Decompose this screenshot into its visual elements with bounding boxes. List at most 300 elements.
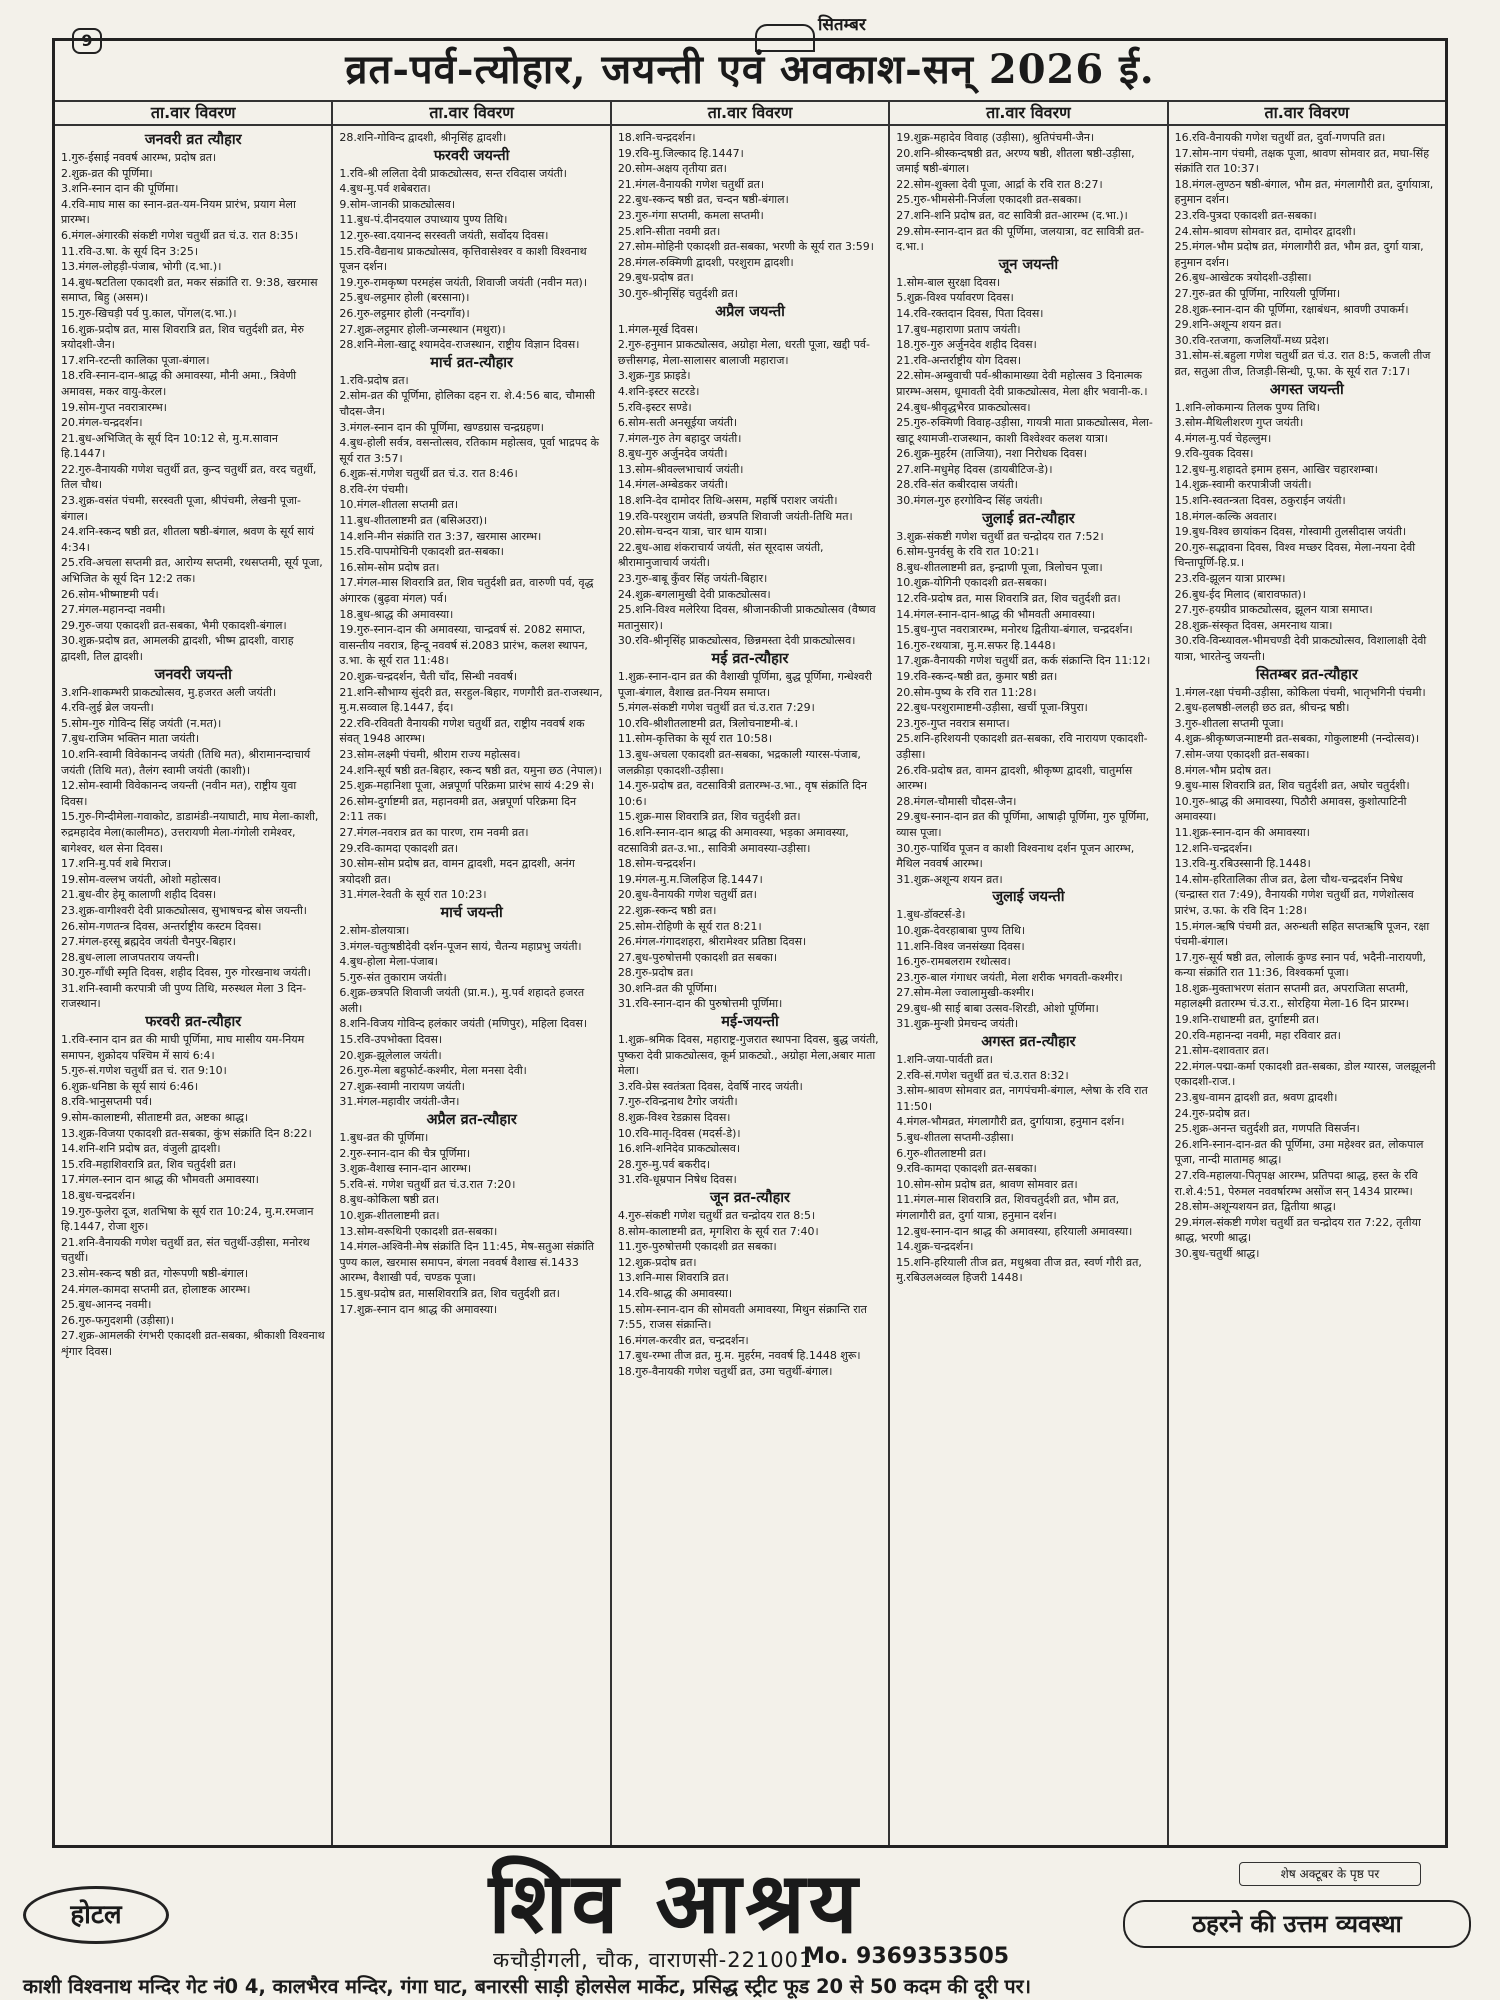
festival-entry: 30.गुरु-श्रीनृसिंह चतुर्दशी व्रत। <box>617 286 738 300</box>
festival-entry: 27.सोम-मोहिनी एकादशी व्रत-सबका, भरणी के सूर्य रात 3:59। <box>617 240 874 254</box>
column-header: ता.वार विवरण <box>55 100 331 126</box>
festival-entry: 24.गुरु-प्रदोष व्रत। <box>1174 1106 1251 1120</box>
festival-entry: 14.गुरु-प्रदोष व्रत, वटसावित्री व्रतारम्भ-उ.भा., वृष संक्रांति दिन 10:6। <box>617 779 868 808</box>
festival-entry: 13.शनि-मास शिवरात्रि व्रत। <box>617 1271 729 1285</box>
festival-entry: 3.सोम-श्रावण सोमवार व्रत, नागपंचमी-बंगाल, श्लेषा के रवि रात 11:50। <box>896 1084 1148 1113</box>
festival-entry: 19.गुरु-स्नान-दान की अमावस्या, चान्द्रवर्ष सं. 2082 समाप्त, वासन्तीय नवरात्र, हिन्दू नववर्ष सं.2083 प्रारंभ, कलश स्थापन, उ.भा. के सूर्य रात 11:48। <box>339 623 588 668</box>
festival-entry: 27.मंगल-हरसू ब्रह्मदेव जयंती चैनपुर-बिहार। <box>61 935 236 949</box>
section-heading: मई व्रत-त्यौहार <box>711 651 789 667</box>
festival-entry: 27.मंगल-महानन्दा नवमी। <box>61 603 166 617</box>
festival-entry: 30.मंगल-गुरु हरगोविन्द सिंह जयंती। <box>896 494 1043 508</box>
festival-entry: 30.सोम-सोम प्रदोष व्रत, वामन द्वादशी, मदन द्वादशी, अनंग त्रयोदशी व्रत। <box>339 857 575 886</box>
festival-entry: 29.सोम-स्नान-दान व्रत की पूर्णिमा, जलयात्रा, वट सावित्री व्रत-द.भा.। <box>896 224 1145 254</box>
festival-entry: 23.गुरु-गंगा सप्तमी, कमला सप्तमी। <box>617 208 764 222</box>
festival-entry: 12.गुरु-स्वा.दयानन्द सरस्वती जयंती, सर्वोदय दिवस। <box>339 228 549 242</box>
festival-entry: 3.शनि-शाकम्भरी प्राकट्योत्सव, मु.हजरत अली जयंती। <box>61 685 277 699</box>
festival-entry: 15.शुक्र-मास शिवरात्रि व्रत, शिव चतुर्दशी व्रत। <box>617 810 801 824</box>
festival-entry: 23.गुरु-गुप्त नवरात्र समाप्त। <box>896 716 1010 730</box>
festival-entry: 30.शनि-व्रत की पूर्णिमा। <box>617 981 718 995</box>
festival-entry: 17.शुक्र-वैनायकी गणेश चतुर्थी व्रत, कर्क संक्रान्ति दिन 11:12। <box>896 654 1151 668</box>
section-heading: फरवरी व्रत-त्यौहार <box>145 1014 242 1031</box>
hotel-mobile: Mo. 9369353505 <box>803 1944 1010 1969</box>
section-heading: मई-जयन्ती <box>721 1014 779 1031</box>
festival-entry: 15.रवि-महाशिवरात्रि व्रत, शिव चतुर्दशी व्रत। <box>61 1157 237 1171</box>
hotel-name: शिव आश्रय <box>488 1853 862 1952</box>
festival-entry: 25.शनि-हरिशयनी एकादशी व्रत-सबका, रवि नारायण एकादशी-उड़ीसा। <box>896 732 1148 761</box>
column-header: ता.वार विवरण <box>1169 100 1445 126</box>
festival-entry: 15.सोम-स्नान-दान की सोमवती अमावस्या, मिथुन संक्रान्ति रात 7:55, राजस संक्रान्ति। <box>617 1302 867 1332</box>
continued-note: शेष अक्टूबर के पृष्ठ पर <box>1239 1862 1421 1886</box>
festival-entry: 18.गुरु-गुरु अर्जुनदेव शहीद दिवस। <box>896 338 1037 352</box>
column-4 <box>888 100 1166 1845</box>
festival-entry: 6.सोम-पुनर्वसु के रवि रात 10:21। <box>896 545 1039 559</box>
festival-entry: 10.शुक्र-देवरहाबाबा पुण्य तिथि। <box>896 923 1026 937</box>
festival-entry: 31.शुक्र-अशून्य शयन व्रत। <box>896 872 1003 886</box>
festival-entry: 23.बुध-वामन द्वादशी व्रत, श्रवण द्वादशी। <box>1174 1091 1338 1105</box>
festival-entry: 1.रवि-स्नान दान व्रत की माघी पूर्णिमा, माघ मासीय यम-नियम समापन, शुक्रोदय पश्चिम में सायं 6:4। <box>61 1033 305 1062</box>
page-number: 9 <box>72 28 102 54</box>
festival-entry: 29.शनि-अशून्य शयन व्रत। <box>1174 318 1282 332</box>
festival-entry: 2.बुध-हलषष्ठी-ललही छठ व्रत, श्रीचन्द्र षष्ठी। <box>1174 701 1350 715</box>
festival-entry: 19.रवि-परशुराम जयंती, छत्रपति शिवाजी जयंती-तिथि मत। <box>617 509 853 523</box>
festival-entry: 28.मंगल-चौमासी चौदस-जैन। <box>896 794 1017 808</box>
festival-entry: 18.बुध-चन्द्रदर्शन। <box>61 1189 136 1202</box>
festival-entry: 6.गुरु-शीतलाष्टमी व्रत। <box>896 1146 987 1160</box>
festival-entry: 17.बुध-रम्भा तीज व्रत, मु.म. मुहर्रम, नववर्ष हि.1448 शुरू। <box>617 1349 861 1363</box>
festival-entry: 4.शनि-इस्टर सटरडे। <box>617 384 700 398</box>
festival-entry: 13.सोम-श्रीवल्लभाचार्य जयंती। <box>617 462 744 476</box>
festival-entry: 30.शुक्र-प्रदोष व्रत, आमलकी द्वादशी, भीष्म द्वादशी, वाराह द्वादशी, तिल द्वादशी। <box>61 634 294 663</box>
festival-entry: 8.बुध-शीतलाष्टमी व्रत, इन्द्राणी पूजा, त्रिलोचन पूजा। <box>896 560 1103 574</box>
festival-entry: 25.मंगल-भौम प्रदोष व्रत, मंगलागौरी व्रत, भौम व्रत, दुर्गा यात्रा, हनुमान दर्शन। <box>1174 240 1424 269</box>
festival-entry: 1.शनि-जया-पार्वती व्रत। <box>896 1053 993 1067</box>
festival-entry: 2.सोम-व्रत की पूर्णिमा, होलिका दहन रा. शे.4:56 बाद, चौमासी चौदस-जैन। <box>339 389 595 418</box>
festival-entry: 14.सोम-हरितालिका तीज व्रत, ढेला चौथ-चन्द्रदर्शन निषेध (चन्द्रास्त रात 7:49), वैनायकी गणेश चतुर्थी व्रत, गणेशोत्सव प्रारंभ, उ.फा. के रवि दिन 1:28। <box>1174 872 1414 917</box>
festival-entry: 30.गुरु-गाँधी स्मृति दिवस, शहीद दिवस, गुरु गोरखनाथ जयंती। <box>61 966 311 980</box>
festival-entry: 20.सोम-चन्दन यात्रा, चार धाम यात्रा। <box>617 525 767 539</box>
festival-entry: 23.रवि-पुत्रदा एकादशी व्रत-सबका। <box>1174 208 1317 222</box>
festival-entry: 5.सोम-गुरु गोविन्द सिंह जयंती (न.मत)। <box>61 716 222 730</box>
festival-entry: 18.शनि-चन्द्रदर्शन। <box>617 131 696 144</box>
festival-entry: 26.गुरु-मेला बहुफोर्ट-कश्मीर, मेला मनसा देवी। <box>339 1064 527 1078</box>
section-heading: अगस्त व्रत-त्यौहार <box>981 1034 1076 1051</box>
festival-entry: 20.मंगल-चन्द्रदर्शन। <box>61 416 143 430</box>
festival-entry: 27.रवि-महालया-पितृपक्ष आरम्भ, प्रतिपदा श्राद्ध, हस्त के रवि रा.शे.4:51, पेरुमल नववर्षारम्भ असोंज सन् 1434 प्रारम्भ। <box>1174 1169 1418 1198</box>
festival-entry: 2.सोम-डोलयात्रा। <box>339 923 410 937</box>
festival-entry: 25.गुरु-रुक्मिणी विवाह-उड़ीसा, गायत्री माता प्राकट्योत्सव, मेला-खाटू श्यामजी-राजस्थान, काशी विश्वेश्वर कलश यात्रा। <box>896 416 1153 445</box>
festival-entry: 2.गुरु-स्नान-दान की चैत्र पूर्णिमा। <box>339 1146 471 1160</box>
festival-entry: 26.सोम-गणतन्त्र दिवस, अन्तर्राष्ट्रीय कस्टम दिवस। <box>61 919 262 933</box>
festival-entry: 27.शनि-मधुमेह दिवस (डायबीटिज-डे)। <box>896 462 1053 476</box>
festival-entry: 22.सोम-शुक्ला देवी पूजा, आर्द्रा के रवि रात 8:27। <box>896 177 1103 191</box>
section-heading: जुलाई जयन्ती <box>992 889 1065 906</box>
festival-entry: 11.गुरु-पुरुषोत्तमी एकादशी व्रत सबका। <box>617 1240 777 1254</box>
festival-entry: 25.रवि-अचला सप्तमी व्रत, आरोग्य सप्तमी, रथसप्तमी, सूर्य पूजा, अभिजित के सूर्य दिन 12:2 तक। <box>61 556 323 586</box>
festival-entry: 5.रवि-सं. गणेश चतुर्थी व्रत चं.उ.रात 7:20। <box>339 1177 516 1191</box>
festival-entry: 21.बुध-वीर हेमू कालाणी शहीद दिवस। <box>61 888 217 902</box>
festival-entry: 23.गुरु-बाबू कुँवर सिंह जयंती-बिहार। <box>617 572 768 586</box>
festival-entry: 31.शुक्र-मुन्शी प्रेमचन्द जयंती। <box>896 1017 1019 1031</box>
festival-entry: 11.सोम-कृत्तिका के सूर्य रात 10:58। <box>617 732 773 746</box>
festival-entry: 16.मंगल-करवीर व्रत, चन्द्रदर्शन। <box>617 1333 749 1347</box>
column-body <box>890 126 1166 1290</box>
festival-entry: 18.शुक्र-मुक्ताभरण संतान सप्तमी व्रत, अपराजिता सप्तमी, महालक्ष्मी व्रतारम्भ चं.उ.रा., सोरहिया मेला-16 दिन प्रारम्भ। <box>1174 981 1409 1011</box>
festival-entry: 19.मंगल-मु.म.जिलहिज हि.1447। <box>617 872 763 886</box>
festival-entry: 28.शनि-गोविन्द द्वादशी, श्रीनृसिंह द्वादशी। <box>339 131 507 144</box>
column-header: ता.वार विवरण <box>612 100 888 126</box>
festival-entry: 12.बुध-स्नान-दान श्राद्ध की अमावस्या, हरियाली अमावस्या। <box>896 1224 1133 1238</box>
festival-entry: 1.शुक्र-श्रमिक दिवस, महाराष्ट्र-गुजरात स्थापना दिवस, बुद्ध जयंती, पुष्करा देवी प्राकट्योत्सव, कूर्म प्राकट्यो., अग्रोहा मेला,अबार माता मेला। <box>617 1033 879 1078</box>
festival-entry: 24.शनि-स्कन्द षष्ठी व्रत, शीतला षष्ठी-बंगाल, श्रवण के सूर्य सायं 4:34। <box>61 525 315 554</box>
festival-entry: 27.शुक्र-आमलकी रंगभरी एकादशी व्रत-सबका, श्रीकाशी विश्वनाथ शृंगार दिवस। <box>61 1329 325 1358</box>
section-heading: जनवरी जयन्ती <box>154 666 232 683</box>
festival-entry: 13.मंगल-लोहड़ी-पंजाब, भोगी (द.भा.)। <box>61 260 222 274</box>
festival-entry: 29.बुध-स्नान-दान व्रत की पूर्णिमा, आषाढ़ी पूर्णिमा, गुरु पूर्णिमा, व्यास पूजा। <box>896 810 1150 839</box>
column-body <box>612 126 888 1384</box>
festival-entry: 1.गुरु-ईसाई नववर्ष आरम्भ, प्रदोष व्रत। <box>61 151 217 164</box>
festival-entry: 19.सोम-वल्लभ जयंती, ओशो महोत्सव। <box>61 872 221 886</box>
festival-entry: 20.शुक्र-चन्द्रदर्शन, चैती चाँद, सिन्धी नववर्ष। <box>339 670 518 683</box>
festival-entry: 11.शुक्र-स्नान-दान की अमावस्या। <box>1174 825 1310 839</box>
festival-entry: 18.बुध-श्राद्ध की अमावस्या। <box>339 607 454 621</box>
section-heading: अप्रैल जयन्ती <box>715 303 785 320</box>
festival-entry: 27.सोम-मेला ज्वालामुखी-कश्मीर। <box>896 986 1035 1000</box>
column-body <box>1169 126 1445 1266</box>
festival-entry: 1.बुध-व्रत की पूर्णिमा। <box>339 1131 429 1145</box>
festival-entry: 8.शुक्र-विश्व रेडक्रास दिवस। <box>617 1111 731 1125</box>
festival-entry: 3.शुक्र-संकष्टी गणेश चतुर्थी व्रत चन्द्रोदय रात 7:52। <box>896 529 1104 543</box>
festival-entry: 26.गुरु-लट्ठमार होली (नन्दगाँव)। <box>339 306 470 320</box>
column-header: ता.वार विवरण <box>890 100 1166 126</box>
festival-entry: 20.गुरु-सद्भावना दिवस, विश्व मच्छर दिवस, मेला-नयना देवी चिन्तापूर्णि-हि.प्र.। <box>1174 540 1416 570</box>
festival-entry: 21.मंगल-वैनायकी गणेश चतुर्थी व्रत। <box>617 177 765 191</box>
festival-entry: 19.सोम-गुप्त नवरात्रारम्भ। <box>61 400 167 414</box>
festival-entry: 26.शुक्र-मुहर्रम (ताजिया), नशा निरोधक दिवस। <box>896 447 1087 461</box>
festival-entry: 1.मंगल-मूर्ख दिवस। <box>617 322 698 336</box>
festival-entry: 7.बुध-राजिम भक्तिन माता जयंती। <box>61 732 200 746</box>
festival-entry: 8.बुध-कोकिला षष्ठी व्रत। <box>339 1193 440 1207</box>
festival-entry: 27.शुक्र-लट्ठमार होली-जन्मस्थान (मथुरा)। <box>339 322 506 336</box>
festival-entry: 18.शनि-देव दामोदर तिथि-असम, महर्षि पराशर जयंती। <box>617 494 838 508</box>
festival-entry: 23.शुक्र-वसंत पंचमी, सरस्वती पूजा, श्रीपंचमी, लेखनी पूजा-बंगाल। <box>61 494 301 523</box>
festival-entry: 1.शनि-लोकमान्य तिलक पुण्य तिथि। <box>1174 400 1320 414</box>
festival-entry: 14.मंगल-स्नान-दान-श्राद्ध की भौमवती अमावस्या। <box>896 607 1096 621</box>
festival-entry: 23.रवि-झूलन यात्रा प्रारम्भ। <box>1174 572 1286 586</box>
festival-entry: 10.शुक्र-योगिनी एकादशी व्रत-सबका। <box>896 576 1047 590</box>
festival-entry: 10.शुक्र-शीतलाष्टमी व्रत। <box>339 1209 440 1222</box>
festival-entry: 22.बुध-परशुरामाष्टमी-उड़ीसा, खर्ची पूजा-त्रिपुरा। <box>896 701 1088 715</box>
festival-entry: 22.रवि-रविवती वैनायकी गणेश चतुर्थी व्रत, राष्ट्रीय नववर्ष शक संवत् 1948 आरम्भ। <box>339 716 585 746</box>
festival-entry: 23.सोम-लक्ष्मी पंचमी, श्रीराम राज्य महोत्सव। <box>339 747 521 761</box>
festival-entry: 13.बुध-अचला एकादशी व्रत-सबका, भद्रकाली ग्यारस-पंजाब, जलक्रीड़ा एकादशी-उड़ीसा। <box>617 747 861 777</box>
festival-entry: 8.रवि-रंग पंचमी। <box>339 482 409 496</box>
festival-entry: 12.शनि-चन्द्रदर्शन। <box>1174 841 1253 855</box>
festival-entry: 20.सोम-अक्षय तृतीया व्रत। <box>617 162 727 176</box>
festival-entry: 27.बुध-पुरुषोत्तमी एकादशी व्रत सबका। <box>617 950 777 964</box>
festival-entry: 10.सोम-सोम प्रदोष व्रत, श्रावण सोमवार व्रत। <box>896 1177 1078 1191</box>
festival-entry: 31.मंगल-महावीर जयंती-जैन। <box>339 1095 460 1109</box>
festival-entry: 25.सोम-रोहिणी के सूर्य रात 8:21। <box>617 919 762 933</box>
column-body <box>55 126 331 1364</box>
festival-entry: 25.शुक्र-अनन्त चतुर्दशी व्रत, गणपति विसर्जन। <box>1174 1122 1360 1136</box>
festival-entry: 15.गुरु-खिचड़ी पर्व पु.काल, पोंगल(द.भा.)। <box>61 306 237 320</box>
festival-entry: 31.मंगल-रेवती के सूर्य रात 10:23। <box>339 888 487 902</box>
festival-entry: 15.बुध-गुप्त नवरात्रारम्भ, मनोरथ द्वितीया-बंगाल, चन्द्रदर्शन। <box>896 623 1133 637</box>
festival-entry: 15.शनि-स्वतन्त्रता दिवस, ठकुराईन जयंती। <box>1174 494 1346 508</box>
festival-entry: 18.सोम-चन्द्रदर्शन। <box>617 857 696 871</box>
festival-entry: 4.गुरु-संकष्टी गणेश चतुर्थी व्रत चन्द्रोदय रात 8:5। <box>617 1209 816 1222</box>
festival-entry: 9.सोम-जानकी प्राकट्योत्सव। <box>339 197 456 211</box>
festival-entry: 5.गुरु-संत तुकाराम जयंती। <box>339 970 447 984</box>
festival-entry: 28.शुक्र-संस्कृत दिवस, अमरनाथ यात्रा। <box>1174 618 1333 632</box>
festival-entry: 5.बुध-शीतला सप्तमी-उड़ीसा। <box>896 1131 1014 1145</box>
hotel-label: होटल <box>23 1886 169 1944</box>
festival-entry: 15.बुध-प्रदोष व्रत, मासशिवरात्रि व्रत, शिव चतुर्दशी व्रत। <box>339 1286 560 1300</box>
festival-entry: 28.रवि-संत कबीरदास जयंती। <box>896 478 1018 492</box>
festival-entry: 26.बुध-आखेटक त्रयोदशी-उड़ीसा। <box>1174 271 1312 285</box>
festival-entry: 8.बुध-गुरु अर्जुनदेव जयंती। <box>617 447 728 461</box>
section-heading: फरवरी जयन्ती <box>433 147 510 164</box>
festival-entry: 21.शनि-वैनायकी गणेश चतुर्थी व्रत, संत चतुर्थी-उड़ीसा, मनोरथ चतुर्थी। <box>61 1235 310 1265</box>
festival-entry: 1.मंगल-रक्षा पंचमी-उड़ीसा, कोकिला पंचमी, भातृभगिनी पंचमी। <box>1174 685 1426 699</box>
festival-entry: 2.शुक्र-व्रत की पूर्णिमा। <box>61 166 153 180</box>
month-label: सितम्बर <box>818 15 866 35</box>
festival-entry: 12.शुक्र-प्रदोष व्रत। <box>617 1255 697 1269</box>
festival-entry: 30.रवि-रतजगा, कजलियाँ-मध्य प्रदेश। <box>1174 333 1329 347</box>
festival-entry: 26.सोम-दुर्गाष्टमी व्रत, महानवमी व्रत, अन्नपूर्णा परिक्रमा दिन 2:11 तक। <box>339 794 577 824</box>
festival-entry: 4.बुध-होला मेला-पंजाब। <box>339 955 438 969</box>
festival-entry: 26.मंगल-गंगादशहरा, श्रीरामेश्वर प्रतिष्ठा दिवस। <box>617 935 807 949</box>
festival-entry: 28.शनि-मेला-खाटू श्यामदेव-राजस्थान, राष्ट्रीय विज्ञान दिवस। <box>339 338 580 352</box>
festival-entry: 10.गुरु-श्राद्ध की अमावस्या, पिठौरी अमावस, कुशोत्पाटिनी अमावस्या। <box>1174 794 1407 824</box>
festival-entry: 24.शनि-सूर्य षष्ठी व्रत-बिहार, स्कन्द षष्ठी व्रत, यमुना छठ (नेपाल)। <box>339 763 602 777</box>
festival-entry: 10.मंगल-शीतला सप्तमी व्रत। <box>339 498 459 512</box>
column-body <box>333 126 609 1321</box>
festival-entry: 9.रवि-कामदा एकादशी व्रत-सबका। <box>896 1162 1037 1176</box>
festival-entry: 6.शुक्र-छत्रपति शिवाजी जयंती (प्रा.म.), मु.पर्व शहादते हजरत अली। <box>339 986 585 1015</box>
section-heading: मार्च जयन्ती <box>440 904 503 921</box>
festival-entry: 18.मंगल-लुण्ठन षष्ठी-बंगाल, भौम व्रत, मंगलागौरी व्रत, दुर्गायात्रा, हनुमान दर्शन। <box>1174 177 1434 207</box>
section-heading: अगस्त जयन्ती <box>1269 381 1344 398</box>
festival-entry: 25.बुध-आनन्द नवमी। <box>61 1298 152 1312</box>
festival-entry: 30.रवि-श्रीनृसिंह प्राकट्योत्सव, छिन्नमस्ता देवी प्राकट्योत्सव। <box>617 634 856 648</box>
festival-entry: 8.रवि-भानुसप्तमी पर्व। <box>61 1095 153 1109</box>
festival-entry: 11.बुध-शीतलाष्टमी व्रत (बसिअउरा)। <box>339 514 488 528</box>
festival-entry: 5.शुक्र-विश्व पर्यावरण दिवस। <box>896 291 1014 305</box>
festival-entry: 28.शुक्र-स्नान-दान की पूर्णिमा, रक्षाबंधन, श्रावणी उपाकर्म। <box>1174 302 1409 316</box>
section-heading: अप्रैल व्रत-त्यौहार <box>426 1112 517 1129</box>
festival-entry: 1.बुध-डॉक्टर्स-डे। <box>896 908 966 922</box>
festival-entry: 16.शनि-शनिदेव प्राकट्योत्सव। <box>617 1142 741 1156</box>
festival-entry: 11.मंगल-मास शिवरात्रि व्रत, शिवचतुर्दशी व्रत, भौम व्रत, मंगलागौरी व्रत, दुर्गा यात्रा, हनुमान दर्शन। <box>896 1193 1120 1222</box>
festival-entry: 13.शुक्र-विजया एकादशी व्रत-सबका, कुंभ संक्रांति दिन 8:22। <box>61 1126 312 1140</box>
festival-entry: 2.रवि-सं.गणेश चतुर्थी व्रत चं.उ.रात 8:32। <box>896 1068 1069 1082</box>
festival-entry: 16.रवि-वैनायकी गणेश चतुर्थी व्रत, दुर्वा-गणपति व्रत। <box>1174 131 1386 144</box>
festival-entry: 4.मंगल-भौमव्रत, मंगलागौरी व्रत, दुर्गायात्रा, हनुमान दर्शन। <box>896 1115 1125 1129</box>
festival-entry: 4.मंगल-मु.पर्व चेहल्लुम। <box>1174 431 1272 445</box>
festival-entry: 15.रवि-पापमोचिनी एकादशी व्रत-सबका। <box>339 545 504 559</box>
section-heading: जनवरी व्रत त्यौहार <box>144 132 242 148</box>
festival-entry: 21.शनि-सौभाग्य सुंदरी व्रत, सरहुल-बिहार, गणगौरी व्रत-राजस्थान, मु.म.सव्वाल हि.1447, ईद। <box>339 685 603 715</box>
festival-entry: 26.गुरु-फगुदशमी (उड़ीसा)। <box>61 1313 174 1327</box>
festival-entry: 19.रवि-मु.जिल्काद हि.1447। <box>617 146 744 160</box>
festival-entry: 4.बुध-मु.पर्व शबेबरात। <box>339 182 431 196</box>
festival-entry: 31.शनि-स्वामी करपात्री जी पुण्य तिथि, मरुस्थल मेला 3 दिन-राजस्थान। <box>61 981 307 1011</box>
festival-entry: 1.शुक्र-स्नान-दान व्रत की वैशाखी पूर्णिमा, बुद्ध पूर्णिमा, गन्धेश्वरी पूजा-बंगाल, वैशाख व्रत-नियम समाप्त। <box>617 670 872 699</box>
festival-entry: 23.शुक्र-वागीश्वरी देवी प्राकट्योत्सव, सुभाषचन्द्र बोस जयन्ती। <box>61 903 307 917</box>
festival-entry: 9.रवि-युवक दिवस। <box>1174 447 1254 461</box>
festival-entry: 22.बुध-स्कन्द षष्ठी व्रत, चन्दन षष्ठी-बंगाल। <box>617 193 789 207</box>
festival-entry: 17.मंगल-स्नान दान श्राद्ध की भौमवती अमावस्या। <box>61 1173 259 1187</box>
festival-entry: 21.बुध-अभिजित् के सूर्य दिन 10:12 से, मु.म.सावान हि.1447। <box>61 431 278 461</box>
section-heading: जून व्रत-त्यौहार <box>710 1190 790 1206</box>
festival-entry: 30.बुध-चतुर्थी श्राद्ध। <box>1174 1246 1260 1260</box>
festival-entry: 25.बुध-लट्ठमार होली (बरसाना)। <box>339 291 470 305</box>
festival-entry: 16.शनि-स्नान-दान श्राद्ध की अमावस्या, भड़का अमावस्या, वटसावित्री व्रत-उ.भा., सावित्री अमावस्या-उड़ीसा। <box>617 825 849 855</box>
festival-entry: 20.शनि-श्रीस्कन्दषष्ठी व्रत, अरण्य षष्ठी, शीतला षष्ठी-उड़ीसा, जमाई षष्ठी-बंगाल। <box>896 146 1135 176</box>
festival-entry: 5.रवि-इस्टर सण्डे। <box>617 400 692 414</box>
festival-entry: 29.रवि-कामदा एकादशी व्रत। <box>339 841 458 855</box>
festival-entry: 27.गुरु-हयग्रीव प्राकट्योत्सव, झूलन यात्रा समाप्त। <box>1174 603 1373 617</box>
column-header: ता.वार विवरण <box>333 100 609 126</box>
festival-entry: 26.बुध-ईद मिलाद (बारावफात)। <box>1174 587 1306 601</box>
column-1 <box>55 100 331 1845</box>
festival-entry: 11.रवि-उ.षा. के सूर्य दिन 3:25। <box>61 244 199 258</box>
festival-entry: 10.शनि-स्वामी विवेकानन्द जयंती (तिथि मत), श्रीरामानन्दाचार्य जयंती (तिथि मत), तैलंग स्वामी जयंती (काशी)। <box>61 747 311 777</box>
festival-entry: 10.रवि-मातृ-दिवस (मदर्स-डे)। <box>617 1126 741 1140</box>
festival-entry: 9.सोम-कालाष्टमी, सीताष्टमी व्रत, अष्टका श्राद्ध। <box>61 1111 249 1125</box>
festival-entry: 29.गुरु-जया एकादशी व्रत-सबका, भैमी एकादशी-बंगाल। <box>61 618 287 632</box>
section-heading: मार्च व्रत-त्यौहार <box>430 354 513 371</box>
festival-entry: 28.बुध-लाला लाजपतराय जयन्ती। <box>61 950 200 964</box>
festival-entry: 15.गुरु-गिन्दीमेला-गवाकोट, डाडामंडी-नयाघाटी, माघ मेला-काशी, रुद्रमहादेव मेला(कालीमठ), उत्तरायणी मेला-गंगोली रामेश्वर, बागेश्वर, थल सेना दिवस। <box>61 810 319 855</box>
festival-entry: 27.शनि-शनि प्रदोष व्रत, वट सावित्री व्रत-आरम्भ (द.भा.)। <box>896 208 1128 222</box>
festival-entry: 31.रवि-धूम्रपान निषेध दिवस। <box>617 1173 737 1187</box>
festival-entry: 7.सोम-जया एकादशी व्रत-सबका। <box>1174 747 1310 761</box>
festival-entry: 12.बुध-मु.शहादते इमाम हसन, आखिर चहारशम्बा। <box>1174 462 1378 476</box>
festival-entry: 17.शुक्र-स्नान दान श्राद्ध की अमावस्या। <box>339 1302 498 1316</box>
festival-entry: 8.शनि-विजय गोविन्द हलंकार जयंती (मणिपुर), महिला दिवस। <box>339 1017 587 1031</box>
festival-entry: 22.बुध-आद्य शंकराचार्य जयंती, संत सूरदास जयंती, श्रीरामानुजाचार्य जयंती। <box>617 540 824 570</box>
festival-entry: 4.रवि-लुई ब्रेल जयन्ती। <box>61 701 154 715</box>
festival-entry: 6.शुक्र-धनिष्ठा के सूर्य सायं 6:46। <box>61 1079 199 1093</box>
section-heading: जून जयन्ती <box>998 256 1059 273</box>
festival-entry: 19.गुरु-रामकृष्ण परमहंस जयंती, शिवाजी जयंती (नवीन मत)। <box>339 275 587 289</box>
column-3 <box>610 100 888 1845</box>
festival-entry: 11.बुध-पं.दीनदयाल उपाध्याय पुण्य तिथि। <box>339 213 508 227</box>
festival-entry: 22.मंगल-पद्मा-कर्मा एकादशी व्रत-सबका, डोल ग्यारस, जलझूलनी एकादशी-राज.। <box>1174 1059 1436 1089</box>
festival-columns <box>55 100 1445 1845</box>
festival-entry: 27.गुरु-व्रत की पूर्णिमा, नारियली पूर्णिमा। <box>1174 286 1341 300</box>
festival-entry: 17.मंगल-मास शिवरात्रि व्रत, शिव चतुर्दशी व्रत, वारुणी पर्व, वृद्ध अंगारक (बुढ़वा मंगल) पर्व। <box>339 576 594 606</box>
festival-entry: 14.शनि-शनि प्रदोष व्रत, वंजुली द्वादशी। <box>61 1142 221 1156</box>
festival-entry: 15.रवि-वैद्यनाथ प्राकट्योत्सव, कृत्तिवासेश्वर व काशी विश्वनाथ पूजन दर्शन। <box>339 244 587 274</box>
festival-entry: 27.मंगल-नवरात्र व्रत का पारण, राम नवमी व्रत। <box>339 825 529 839</box>
festival-entry: 1.रवि-श्री ललिता देवी प्राकट्योत्सव, सन्त रविदास जयंती। <box>339 166 567 180</box>
festival-entry: 13.रवि-मु.रबिउस्सानी हि.1448। <box>1174 857 1311 871</box>
festival-entry: 24.शुक्र-बगलामुखी देवी प्राकट्योत्सव। <box>617 587 771 601</box>
festival-entry: 29.बुध-श्री साई बाबा उत्सव-शिरडी, ओशो पूर्णिमा। <box>896 1001 1099 1015</box>
festival-entry: 16.सोम-सोम प्रदोष व्रत। <box>339 560 440 574</box>
festival-entry: 1.सोम-बाल सुरक्षा दिवस। <box>896 275 1001 289</box>
festival-entry: 1.रवि-प्रदोष व्रत। <box>339 373 409 387</box>
festival-entry: 14.रवि-रक्तदान दिवस, पिता दिवस। <box>896 306 1044 320</box>
festival-entry: 19.रवि-स्कन्द-षष्ठी व्रत, कुमार षष्ठी व्रत। <box>896 670 1058 683</box>
festival-entry: 16.गुरु-रथयात्रा, मु.म.सफर हि.1448। <box>896 638 1056 652</box>
festival-entry: 29.मंगल-संकष्टी गणेश चतुर्थी व्रत चन्द्रोदय रात 7:22, तृतीया श्राद्ध, भरणी श्राद्ध। <box>1174 1215 1421 1245</box>
festival-entry: 3.शुक्र-वैशाख स्नान-दान आरम्भ। <box>339 1162 472 1176</box>
festival-entry: 24.बुध-श्रीवृद्धभैरव प्राकट्योत्सव। <box>896 400 1031 414</box>
festival-entry: 28.सोम-अशून्यशयन व्रत, द्वितीया श्राद्ध। <box>1174 1200 1336 1214</box>
festival-entry: 3.मंगल-स्नान दान की पूर्णिमा, खण्डग्रास चन्द्रग्रहण। <box>339 420 544 434</box>
festival-entry: 8.सोम-कालाष्टमी व्रत, मृगशिरा के सूर्य रात 7:40। <box>617 1224 819 1238</box>
festival-entry: 9.बुध-मास शिवरात्रि व्रत, शिव चतुर्दशी व्रत, अघोर चतुर्दशी। <box>1174 779 1410 793</box>
festival-entry: 12.रवि-प्रदोष व्रत, मास शिवरात्रि व्रत, शिव चतुर्दशी व्रत। <box>896 592 1121 606</box>
festival-entry: 20.रवि-महानन्दा नवमी, महा रविवार व्रत। <box>1174 1028 1341 1042</box>
festival-entry: 31.रवि-स्नान-दान की पुरुषोत्तमी पूर्णिमा। <box>617 997 783 1011</box>
festival-entry: 27.शुक्र-स्वामी नारायण जयंती। <box>339 1079 465 1093</box>
festival-entry: 14.शुक्र-स्वामी करपात्रीजी जयंती। <box>1174 478 1312 492</box>
festival-entry: 11.शनि-विश्व जनसंख्या दिवस। <box>896 939 1025 953</box>
festival-entry: 20.शुक्र-झूलेलाल जयंती। <box>339 1048 442 1062</box>
festival-entry: 5.गुरु-सं.गणेश चतुर्थी व्रत चं. रात 9:10। <box>61 1064 227 1078</box>
festival-entry: 25.शुक्र-महानिशा पूजा, अन्नपूर्णा परिक्रमा प्रारंभ सायं 4:29 से। <box>339 779 595 793</box>
festival-entry: 10.रवि-श्रीशीतलाष्टमी व्रत, त्रिलोचनाष्टमी-बं.। <box>617 716 798 730</box>
festival-entry: 22.गुरु-वैनायकी गणेश चतुर्थी व्रत, कुन्द चतुर्थी व्रत, वरद चतुर्थी, तिल चौथ। <box>61 462 317 492</box>
festival-entry: 4.बुध-होली सर्वत्र, वसन्तोत्सव, रतिकाम महोत्सव, पूर्वा भाद्रपद के सूर्य रात 3:57। <box>339 436 599 465</box>
festival-entry: 3.सोम-मैथिलीशरण गुप्त जयंती। <box>1174 416 1304 430</box>
festival-entry: 3.रवि-प्रेस स्वतंत्रता दिवस, देवर्षि नारद जयंती। <box>617 1079 803 1093</box>
festival-entry: 15.रवि-उपभोक्ता दिवस। <box>339 1033 443 1047</box>
festival-entry: 31.सोम-सं.बहुला गणेश चतुर्थी व्रत चं.उ. रात 8:5, कजली तीज व्रत, सतुआ तीज, तिजड़ी-सिन्धी, पू.फा. के सूर्य रात 7:17। <box>1174 349 1431 378</box>
festival-entry: 7.गुरु-रविन्द्रनाथ टैगोर जयंती। <box>617 1095 738 1109</box>
festival-entry: 23.सोम-स्कन्द षष्ठी व्रत, गोरूपणी षष्ठी-बंगाल। <box>61 1266 249 1280</box>
festival-entry: 14.रवि-श्राद्ध की अमावस्या। <box>617 1286 733 1300</box>
festival-entry: 15.शनि-हरियाली तीज व्रत, मधुश्रवा तीज व्रत, स्वर्ण गौरी व्रत, मु.रबिउलअव्वल हिजरी 1448। <box>896 1255 1142 1285</box>
festival-entry: 4.शुक्र-श्रीकृष्णजन्माष्टमी व्रत-सबका, गोकुलाष्टमी (नन्दोत्सव)। <box>1174 732 1420 746</box>
festival-entry: 25.शनि-सीता नवमी व्रत। <box>617 224 721 238</box>
festival-entry: 26.शनि-स्नान-दान-व्रत की पूर्णिमा, उमा महेश्वर व्रत, लोकपाल पूजा, नान्दी मातामह श्राद्ध। <box>1174 1137 1424 1167</box>
page-title: व्रत-पर्व-त्योहार, जयन्ती एवं अवकाश-सन् 2026 ई. <box>345 46 1155 93</box>
section-heading: सितम्बर व्रत-त्यौहार <box>1255 666 1358 683</box>
festival-entry: 5.मंगल-संकष्टी गणेश चतुर्थी व्रत चं.उ.रात 7:29। <box>617 701 815 715</box>
festival-entry: 28.गुरु-प्रदोष व्रत। <box>617 966 694 980</box>
festival-entry: 28.गुरु-मु.पर्व बकरीद। <box>617 1157 711 1171</box>
festival-entry: 20.बुध-वैनायकी गणेश चतुर्थी व्रत। <box>617 888 757 902</box>
festival-entry: 6.मंगल-अंगारकी संकष्टी गणेश चतुर्थी व्रत चं.उ. रात 8:35। <box>61 228 299 242</box>
festival-entry: 12.सोम-स्वामी विवेकानन्द जयन्ती (नवीन मत), राष्ट्रीय युवा दिवस। <box>61 779 297 808</box>
festival-entry: 26.रवि-प्रदोष व्रत, वामन द्वादशी, श्रीकृष्ण द्वादशी, चातुर्मास आरम्भ। <box>896 763 1133 793</box>
festival-entry: 14.बुध-षटतिला एकादशी व्रत, मकर संक्रांति रा. 9:38, खरमास समाप्त, बिहु (असम)। <box>61 275 318 305</box>
festival-entry: 17.शनि-रटन्ती कालिका पूजा-बंगाल। <box>61 353 210 367</box>
festival-entry: 16.गुरु-रामबलराम रथोत्सव। <box>896 955 1011 969</box>
column-5 <box>1167 100 1445 1845</box>
festival-entry: 19.शुक्र-महादेव विवाह (उड़ीसा), श्रुतिपंचमी-जैन। <box>896 131 1095 144</box>
festival-entry: 30.गुरु-पार्थिव पूजन व काशी विश्वनाथ दर्शन पूजन आरम्भ, मैथिल नववर्ष आरम्भ। <box>896 841 1135 871</box>
festival-entry: 19.बुध-विश्व छायांकन दिवस, गोस्वामी तुलसीदास जयंती। <box>1174 525 1407 539</box>
festival-entry: 24.मंगल-कामदा सप्तमी व्रत, होलाष्टक आरम्भ। <box>61 1282 251 1296</box>
hotel-advertisement <box>15 1853 1485 1998</box>
festival-entry: 25.गुरु-भीमसेनी-निर्जला एकादशी व्रत-सबका। <box>896 193 1082 207</box>
festival-entry: 3.गुरु-शीतला सप्तमी पूजा। <box>1174 716 1284 730</box>
festival-entry: 8.मंगल-भौम प्रदोष व्रत। <box>1174 763 1272 777</box>
festival-entry: 17.सोम-नाग पंचमी, तक्षक पूजा, श्रावण सोमवार व्रत, मघा-सिंह संक्रांति रात 10:37। <box>1174 146 1430 176</box>
festival-entry: 17.बुध-महाराणा प्रताप जयंती। <box>896 322 1021 336</box>
festival-entry: 14.मंगल-अम्बेडकर जयंती। <box>617 478 728 492</box>
festival-entry: 22.शुक्र-स्कन्द षष्ठी व्रत। <box>617 903 717 917</box>
festival-entry: 6.शुक्र-सं.गणेश चतुर्थी व्रत चं.उ. रात 8:46। <box>339 467 518 481</box>
festival-entry: 21.सोम-दशावतार व्रत। <box>1174 1044 1269 1058</box>
